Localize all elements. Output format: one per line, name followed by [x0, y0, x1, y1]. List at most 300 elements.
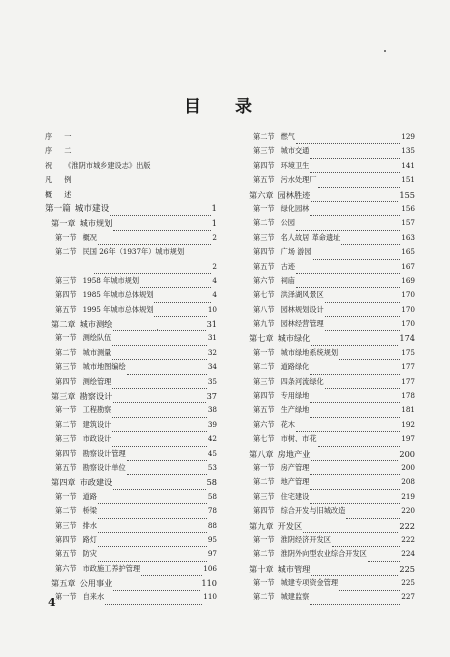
scan-speck	[384, 50, 386, 52]
toc-number: 第五章	[51, 578, 76, 589]
toc-entry	[45, 562, 217, 576]
toc-page: 106	[203, 563, 217, 573]
toc-title: 广场 游园	[280, 247, 312, 257]
toc-entry	[45, 519, 217, 533]
toc-title: 四条河流绿化	[280, 376, 324, 386]
toc-number: 第六节	[253, 275, 275, 285]
toc-entry	[243, 504, 415, 518]
toc-entry	[45, 188, 217, 202]
toc-page: 34	[207, 362, 217, 372]
toc-title: 工程勘察	[82, 405, 112, 415]
toc-page: 165	[401, 247, 415, 257]
toc-title: 城建监察	[280, 592, 310, 602]
toc-page: 177	[401, 362, 415, 372]
toc-title: 述	[64, 189, 72, 199]
toc-entry	[243, 288, 415, 302]
toc-page: 2	[212, 232, 217, 242]
toc-page: 39	[207, 419, 217, 429]
toc-chapter	[243, 562, 415, 576]
toc-page: 169	[401, 275, 415, 285]
toc-number: 第三节	[55, 362, 77, 372]
toc-number: 第二章	[51, 319, 76, 330]
toc-entry	[45, 274, 217, 288]
toc-number: 第二节	[253, 131, 275, 141]
toc-title: 地产管理	[280, 477, 310, 487]
dot-leader	[325, 321, 401, 331]
dot-leader	[341, 235, 400, 245]
toc-title: 勘察设计管理	[82, 448, 126, 458]
dot-leader	[113, 393, 205, 403]
toc-entry	[243, 274, 415, 288]
dot-leader	[98, 552, 207, 562]
toc-page: 155	[399, 189, 415, 200]
toc-page: 200	[401, 462, 415, 472]
toc-title: 园林经营管理	[280, 319, 324, 329]
toc-number: 第二节	[55, 347, 77, 357]
toc-page: 141	[401, 160, 415, 170]
toc-title: 测绘队伍	[82, 333, 112, 343]
toc-number: 第三节	[253, 146, 275, 156]
toc-entry	[45, 533, 217, 547]
toc-entry	[243, 360, 415, 374]
toc-number: 概	[45, 189, 61, 199]
dot-leader	[112, 379, 207, 389]
toc-entry	[45, 403, 217, 417]
dot-leader	[113, 221, 210, 231]
dot-leader	[311, 566, 398, 576]
toc-title: 绿化园林	[280, 203, 310, 213]
toc-number: 第二节	[253, 549, 275, 559]
toc-title: 住宅建设	[280, 491, 310, 501]
toc-page: 129	[401, 131, 415, 141]
toc-title: 洪泽湖风景区	[280, 290, 324, 300]
dot-leader	[310, 494, 400, 504]
dot-leader	[296, 221, 400, 231]
toc-title: 燃气	[280, 131, 295, 141]
toc-entry	[45, 231, 217, 245]
toc-entry	[243, 130, 415, 144]
toc-title: 建筑设计	[82, 419, 112, 429]
dot-leader	[113, 480, 205, 490]
toc-page: 224	[401, 549, 415, 559]
dot-leader	[325, 293, 401, 303]
dot-leader	[318, 178, 401, 188]
toc-title: 勘察设计单位	[82, 462, 126, 472]
toc-page: 1	[211, 218, 217, 229]
toc-title: 城市测量	[82, 347, 112, 357]
toc-title: 公用事业	[79, 578, 113, 589]
toc-entry	[243, 303, 415, 317]
toc-entry	[243, 375, 415, 389]
dot-leader	[332, 537, 400, 547]
toc-title: 城市绿化	[277, 333, 311, 344]
toc-page: 45	[207, 448, 217, 458]
toc-number: 序	[45, 131, 61, 141]
dot-leader	[325, 379, 401, 389]
toc-page: 156	[401, 203, 415, 213]
dot-leader	[98, 235, 211, 245]
toc-title: 生产绿地	[280, 405, 310, 415]
toc-title: 房地产业	[277, 448, 311, 459]
dot-leader	[346, 509, 400, 519]
toc-title: 污水处理厂	[280, 175, 317, 185]
toc-number: 第九章	[249, 520, 274, 531]
dot-leader	[110, 206, 210, 216]
toc-page: 4	[212, 290, 217, 300]
toc-page: 192	[401, 419, 415, 429]
dot-leader	[296, 134, 400, 144]
toc-page: 219	[401, 491, 415, 501]
dot-leader	[318, 437, 401, 447]
toc-chapter	[243, 188, 415, 202]
toc-entry	[45, 130, 217, 144]
toc-number: 第一节	[55, 405, 77, 415]
toc-number: 第六章	[249, 189, 274, 200]
toc-title: 测绘管理	[82, 376, 112, 386]
dot-leader	[98, 523, 207, 533]
toc-title: 城建专项资金管理	[280, 578, 339, 588]
toc-title: 桥梁	[82, 506, 97, 516]
toc-entry	[243, 346, 415, 360]
toc-number: 第三节	[55, 275, 77, 285]
dot-leader	[325, 307, 401, 317]
toc-entry	[243, 490, 415, 504]
toc-entry	[243, 317, 415, 331]
toc-page: 181	[401, 405, 415, 415]
toc-title: 二	[64, 146, 72, 156]
toc-entry	[243, 576, 415, 590]
toc-title: 环境卫生	[280, 160, 310, 170]
dot-leader	[310, 465, 400, 475]
toc-number: 第二节	[253, 362, 275, 372]
toc-number: 第四节	[55, 448, 77, 458]
toc-page: 58	[207, 491, 217, 501]
dot-leader	[296, 264, 400, 274]
toc-page: 42	[207, 434, 217, 444]
toc-title: 城市测绘	[79, 319, 113, 330]
toc-number: 第四节	[55, 290, 77, 300]
dot-leader	[105, 595, 202, 605]
toc-entry	[243, 547, 415, 561]
dot-leader	[141, 566, 202, 576]
toc-right-column	[243, 130, 415, 605]
dot-leader	[112, 408, 207, 418]
toc-number: 第二节	[253, 592, 275, 602]
toc-title: 淮阴经济开发区	[280, 534, 331, 544]
toc-page: 4	[212, 275, 217, 285]
toc-number: 序	[45, 146, 61, 156]
toc-page: 175	[401, 347, 415, 357]
toc-number: 第一节	[253, 347, 275, 357]
toc-entry	[45, 375, 217, 389]
toc-page: 225	[399, 563, 415, 574]
dot-leader	[112, 422, 207, 432]
dot-leader	[127, 451, 207, 461]
dot-leader	[296, 278, 400, 288]
toc-entry	[45, 547, 217, 561]
toc-number: 第三节	[55, 520, 77, 530]
toc-number: 第三节	[253, 232, 275, 242]
toc-title: 1958 年城市规划	[82, 275, 140, 285]
toc-page: 53	[207, 462, 217, 472]
dot-leader	[154, 307, 206, 317]
toc-page: 208	[401, 477, 415, 487]
dot-leader	[154, 293, 211, 303]
dot-leader	[310, 149, 400, 159]
page-title: 目 录	[184, 97, 266, 117]
toc-title: 祠庙	[280, 275, 295, 285]
toc-number: 第三章	[51, 391, 76, 402]
toc-entry	[45, 461, 217, 475]
toc-page: 31	[207, 333, 217, 343]
toc-page: 78	[207, 506, 217, 516]
toc-entry	[243, 461, 415, 475]
toc-title: 道路绿化	[280, 362, 310, 372]
toc-entry	[243, 591, 415, 605]
toc-entry	[243, 260, 415, 274]
toc-page: 151	[401, 175, 415, 185]
toc-entry	[243, 216, 415, 230]
toc-left-column	[45, 130, 217, 605]
toc-number: 第三节	[55, 434, 77, 444]
toc-chapter	[243, 519, 415, 533]
toc-number: 第三节	[253, 376, 275, 386]
toc-chapter	[45, 389, 217, 403]
toc-page: 110	[203, 592, 217, 602]
toc-number: 第四节	[253, 506, 275, 516]
toc-page: 170	[401, 319, 415, 329]
dot-leader	[311, 336, 398, 346]
toc-entry	[45, 288, 217, 302]
toc-number: 第一篇	[45, 203, 71, 214]
toc-page: 135	[401, 146, 415, 156]
toc-number: 第七章	[249, 333, 274, 344]
toc-chapter	[45, 216, 217, 230]
toc-number: 第十章	[249, 563, 274, 574]
toc-number: 第五节	[253, 405, 275, 415]
toc-title: 城市绿地系统规划	[280, 347, 339, 357]
toc-title: 民国 26年（1937年）城市规划	[82, 247, 185, 257]
toc-page: 97	[207, 549, 217, 559]
toc-title: 道路	[82, 491, 97, 501]
dot-leader	[296, 422, 400, 432]
toc-entry	[243, 533, 415, 547]
dot-leader	[310, 163, 400, 173]
toc-number: 第五节	[253, 175, 275, 185]
toc-title: 《淮阴市城乡建设志》出版	[64, 160, 151, 170]
dot-leader	[98, 494, 207, 504]
toc-number: 第五节	[253, 261, 275, 271]
dot-leader	[310, 393, 400, 403]
toc-entry	[243, 475, 415, 489]
toc-title: 名人故居 革命遗址	[280, 232, 341, 242]
dot-leader	[113, 581, 200, 591]
dot-leader	[140, 278, 211, 288]
toc-page: 200	[399, 448, 415, 459]
toc-page: 167	[401, 261, 415, 271]
toc-title: 市政施工养护管理	[82, 563, 141, 573]
toc-page: 178	[401, 391, 415, 401]
dot-leader	[112, 336, 207, 346]
toc-number: 第八章	[249, 448, 274, 459]
toc-title: 开发区	[277, 520, 303, 531]
toc-number: 第六节	[253, 419, 275, 429]
toc-title: 勘察设计	[79, 391, 113, 402]
toc-number: 第一节	[55, 491, 77, 501]
toc-title: 例	[64, 175, 72, 185]
dot-leader	[339, 581, 400, 591]
toc-number: 第二节	[253, 218, 275, 228]
toc-page: 170	[401, 304, 415, 314]
toc-chapter	[45, 475, 217, 489]
toc-title: 城市地图编绘	[82, 362, 126, 372]
toc-page: 35	[207, 376, 217, 386]
toc-title: 公园	[280, 218, 295, 228]
toc-number: 第一节	[55, 333, 77, 343]
toc-entry	[243, 173, 415, 187]
toc-entry	[243, 389, 415, 403]
toc-entry	[45, 418, 217, 432]
toc-entry	[243, 432, 415, 446]
toc-page: 197	[401, 434, 415, 444]
dot-leader	[98, 537, 207, 547]
toc-page: 88	[207, 520, 217, 530]
toc-title: 路灯	[82, 534, 97, 544]
toc-number: 第九节	[253, 319, 275, 329]
toc-title: 自来水	[82, 592, 105, 602]
toc-page: 1	[211, 203, 217, 214]
toc-number: 第四节	[55, 376, 77, 386]
toc-entry	[45, 303, 217, 317]
toc-page: 163	[401, 232, 415, 242]
dot-leader	[127, 365, 207, 375]
toc-number: 第三节	[253, 491, 275, 501]
toc-title: 房产管理	[280, 462, 310, 472]
dot-leader	[311, 451, 398, 461]
toc-page: 174	[399, 333, 415, 344]
dot-leader	[311, 192, 398, 202]
toc-page: 222	[399, 520, 415, 531]
toc-page: 95	[207, 534, 217, 544]
toc-entry	[243, 202, 415, 216]
toc-chapter	[45, 576, 217, 590]
toc-entry	[243, 231, 415, 245]
toc-page: 31	[206, 319, 217, 330]
toc-page: 110	[201, 578, 217, 589]
dot-leader	[98, 509, 207, 519]
toc-number: 凡	[45, 175, 61, 185]
toc-title: 园林规划设计	[280, 304, 324, 314]
toc-page: 157	[401, 218, 415, 228]
toc-entry	[45, 346, 217, 360]
toc-page: 170	[401, 290, 415, 300]
toc-title: 城市建设	[74, 203, 110, 214]
toc-number: 第一节	[253, 578, 275, 588]
toc-number: 祝	[45, 160, 61, 170]
toc-title: 城市规划	[79, 218, 113, 229]
toc-number: 第五节	[55, 304, 77, 314]
dot-leader	[310, 595, 400, 605]
toc-title: 一	[64, 131, 72, 141]
toc-number: 第七节	[253, 434, 275, 444]
toc-number: 第一节	[55, 592, 77, 602]
toc-number: 第一节	[253, 462, 275, 472]
toc-entry	[243, 418, 415, 432]
toc-page: 32	[207, 347, 217, 357]
toc-title: 综合开发与旧城改造	[280, 506, 346, 516]
toc-title: 城市交通	[280, 146, 310, 156]
toc-chapter	[243, 447, 415, 461]
toc-number: 第八节	[253, 304, 275, 314]
toc-title: 市政建设	[79, 477, 113, 488]
toc-page: 2	[212, 261, 217, 271]
toc-page: 227	[401, 592, 415, 602]
dot-leader	[368, 552, 400, 562]
scan-speck	[157, 329, 158, 330]
dot-leader	[112, 437, 207, 447]
toc-number: 第四章	[51, 477, 76, 488]
toc-page: 225	[401, 578, 415, 588]
toc-title: 市政设计	[82, 434, 112, 444]
toc-number: 第四节	[253, 247, 275, 257]
toc-title: 排水	[82, 520, 97, 530]
toc-number: 第一节	[55, 232, 77, 242]
toc-title: 淮阴外向型农业综合开发区	[280, 549, 367, 559]
toc-page: 38	[207, 405, 217, 415]
toc-entry	[45, 432, 217, 446]
toc-number: 第四节	[55, 534, 77, 544]
toc-part	[45, 202, 217, 216]
dot-leader	[310, 480, 400, 490]
toc-entry	[45, 591, 217, 605]
toc-title: 城市管理	[277, 563, 311, 574]
toc-page: 10	[207, 304, 217, 314]
dot-leader	[339, 350, 400, 360]
dot-leader	[310, 206, 400, 216]
toc-entry	[45, 504, 217, 518]
toc-entry	[45, 447, 217, 461]
dot-leader	[94, 264, 211, 274]
toc-number: 第二节	[253, 477, 275, 487]
toc-number: 第一章	[51, 218, 76, 229]
toc-entry	[243, 403, 415, 417]
toc-number: 第五节	[55, 462, 77, 472]
toc-entry	[45, 490, 217, 504]
toc-chapter	[45, 317, 217, 331]
toc-title: 古迹	[280, 261, 295, 271]
toc-title: 市树、市花	[280, 434, 317, 444]
toc-title: 1985 年城市总体规划	[82, 290, 154, 300]
toc-number: 第四节	[253, 391, 275, 401]
page-number: 4	[48, 596, 56, 609]
toc-chapter	[243, 331, 415, 345]
toc-number: 第七节	[253, 290, 275, 300]
toc-title: 园林胜迹	[277, 189, 311, 200]
toc-page: 220	[401, 506, 415, 516]
toc-number: 第二节	[55, 247, 77, 257]
toc-number: 第六节	[55, 563, 77, 573]
toc-number: 第一节	[253, 203, 275, 213]
toc-title: 概况	[82, 232, 97, 242]
toc-entry	[45, 245, 217, 259]
toc-number: 第二节	[55, 506, 77, 516]
toc-page: 222	[401, 534, 415, 544]
toc-number: 第二节	[55, 419, 77, 429]
toc-title: 1995 年城市总体规划	[82, 304, 154, 314]
toc-title: 防灾	[82, 549, 97, 559]
dot-leader	[310, 365, 400, 375]
dot-leader	[303, 523, 398, 533]
